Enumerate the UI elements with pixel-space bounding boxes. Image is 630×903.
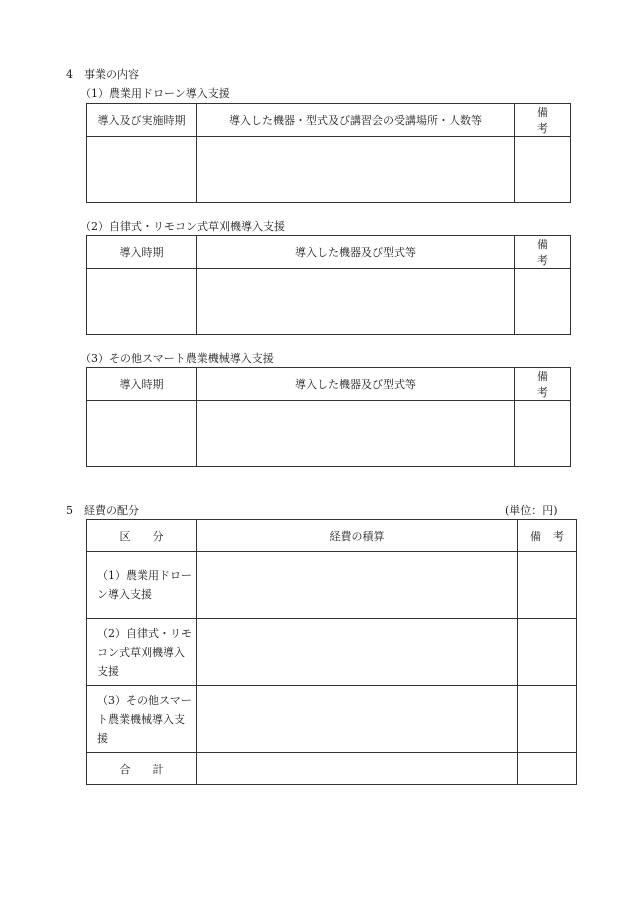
- col-header-remarks: 備考: [518, 520, 577, 552]
- cell-period[interactable]: [87, 401, 197, 467]
- cell-cost-estimate[interactable]: [197, 552, 518, 619]
- row-label-mower: （2）自律式・リモコン式草刈機導入支援: [87, 619, 197, 686]
- cell-remarks[interactable]: [518, 552, 577, 619]
- cell-cost-estimate[interactable]: [197, 686, 518, 753]
- col-header-remarks: 備考: [515, 236, 571, 269]
- cell-remarks[interactable]: [515, 137, 571, 203]
- section5-heading: 5 経費の配分: [66, 504, 139, 517]
- cell-equipment[interactable]: [197, 401, 515, 467]
- smart-machinery-support-table: [86, 367, 571, 467]
- total-label: 合計: [87, 753, 197, 785]
- col-header-equipment: 導入した機器・型式及び講習会の受講場所・人数等: [197, 104, 515, 137]
- cell-remarks[interactable]: [518, 619, 577, 686]
- col-header-period: 導入時期: [87, 368, 197, 401]
- budget-allocation-table: [86, 519, 577, 785]
- row-label-smart-machinery: （3）その他スマート農業機械導入支援: [87, 686, 197, 753]
- section4-sub3-title: （3）その他スマート農業機械導入支援: [80, 352, 274, 365]
- total-row: [87, 753, 577, 785]
- cell-remarks[interactable]: [515, 401, 571, 467]
- col-header-equipment: 導入した機器及び型式等: [197, 236, 515, 269]
- drone-support-table: [86, 103, 571, 203]
- col-header-category: 区分: [87, 520, 197, 552]
- cell-remarks[interactable]: [515, 269, 571, 335]
- table-row: [87, 686, 577, 753]
- col-header-remarks: 備考: [515, 368, 571, 401]
- cell-period[interactable]: [87, 137, 197, 203]
- col-header-period: 導入及び実施時期: [87, 104, 197, 137]
- col-header-cost-estimate: 経費の積算: [197, 520, 518, 552]
- row-label-drone: （1）農業用ドローン導入支援: [87, 552, 197, 619]
- col-header-equipment: 導入した機器及び型式等: [197, 368, 515, 401]
- unit-label: (単位：円): [505, 504, 558, 517]
- col-header-remarks: 備考: [515, 104, 571, 137]
- cell-cost-estimate[interactable]: [197, 619, 518, 686]
- cell-equipment[interactable]: [197, 269, 515, 335]
- cell-total-cost[interactable]: [197, 753, 518, 785]
- table-row: [87, 619, 577, 686]
- cell-remarks[interactable]: [518, 686, 577, 753]
- cell-total-remarks[interactable]: [518, 753, 577, 785]
- section4-heading: 4 事業の内容: [66, 68, 139, 81]
- section4-sub2-title: （2）自律式・リモコン式草刈機導入支援: [80, 220, 285, 233]
- cell-equipment[interactable]: [197, 137, 515, 203]
- table-row: [87, 552, 577, 619]
- col-header-period: 導入時期: [87, 236, 197, 269]
- cell-period[interactable]: [87, 269, 197, 335]
- section4-sub1-title: （1）農業用ドローン導入支援: [80, 87, 230, 100]
- mower-support-table: [86, 235, 571, 335]
